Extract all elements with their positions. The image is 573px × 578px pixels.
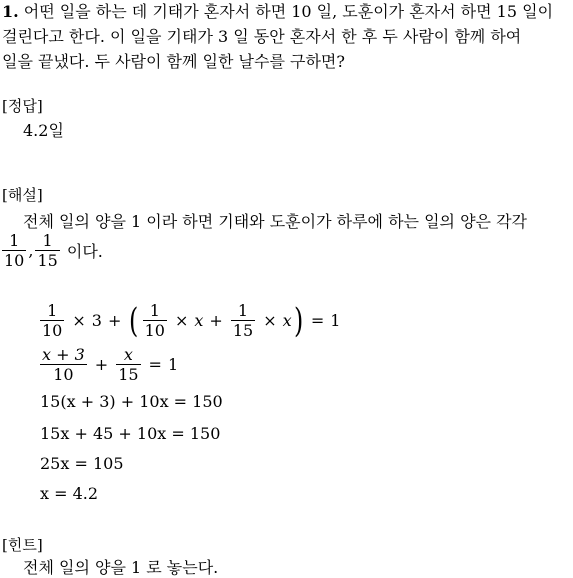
solution-line-2: $\frac{1}{10}$ , $\frac{1}{15}$ 이다. xyxy=(4,231,103,270)
problem-line-2: 걸린다고 한다. 이 일을 기태가 3 일 동안 혼자서 한 후 두 사람이 함께 하여 xyxy=(2,27,522,46)
hint-text: 전체 일의 양을 1 로 놓는다. xyxy=(23,558,219,577)
answer-heading: [정답] xyxy=(2,97,43,115)
solution-heading: [해설] xyxy=(2,186,43,204)
fraction-one-tenth: $\frac{1}{10}$ xyxy=(4,231,25,270)
equation-6: x = 4.2 xyxy=(40,484,99,503)
problem-line-3: 일을 끝냈다. 두 사람이 함께 일한 날수를 구하면? xyxy=(2,52,345,71)
hint-heading: [힌트] xyxy=(2,536,43,554)
equation-4: 15x + 45 + 10x = 150 xyxy=(40,424,221,443)
solution-line-1: 전체 일의 양을 1 이라 하면 기태와 도훈이가 하루에 하는 일의 양은 각각 xyxy=(23,212,527,231)
equation-5: 25x = 105 xyxy=(40,454,124,473)
equation-3: 15(x + 3) + 10x = 150 xyxy=(40,392,223,411)
problem-line-1 xyxy=(2,2,553,22)
equation-1: $\frac{1}{10}$ × 3 + ( $\frac{1}{10}$ × x + $\frac{1}{15}$ × x ) = 1 xyxy=(42,300,341,341)
equation-2: $\frac{x + 3}{10}$ + $\frac{x}{15}$ = 1 xyxy=(42,345,179,384)
problem-number: 1. xyxy=(2,2,19,21)
answer-value: 4.2일 xyxy=(23,121,64,140)
fraction-one-fifteenth: $\frac{1}{15}$ xyxy=(37,231,58,270)
problem-text-1: 어떤 일을 하는 데 기태가 혼자서 하면 10 일, 도훈이가 혼자서 하면 15 일이 xyxy=(23,2,554,21)
